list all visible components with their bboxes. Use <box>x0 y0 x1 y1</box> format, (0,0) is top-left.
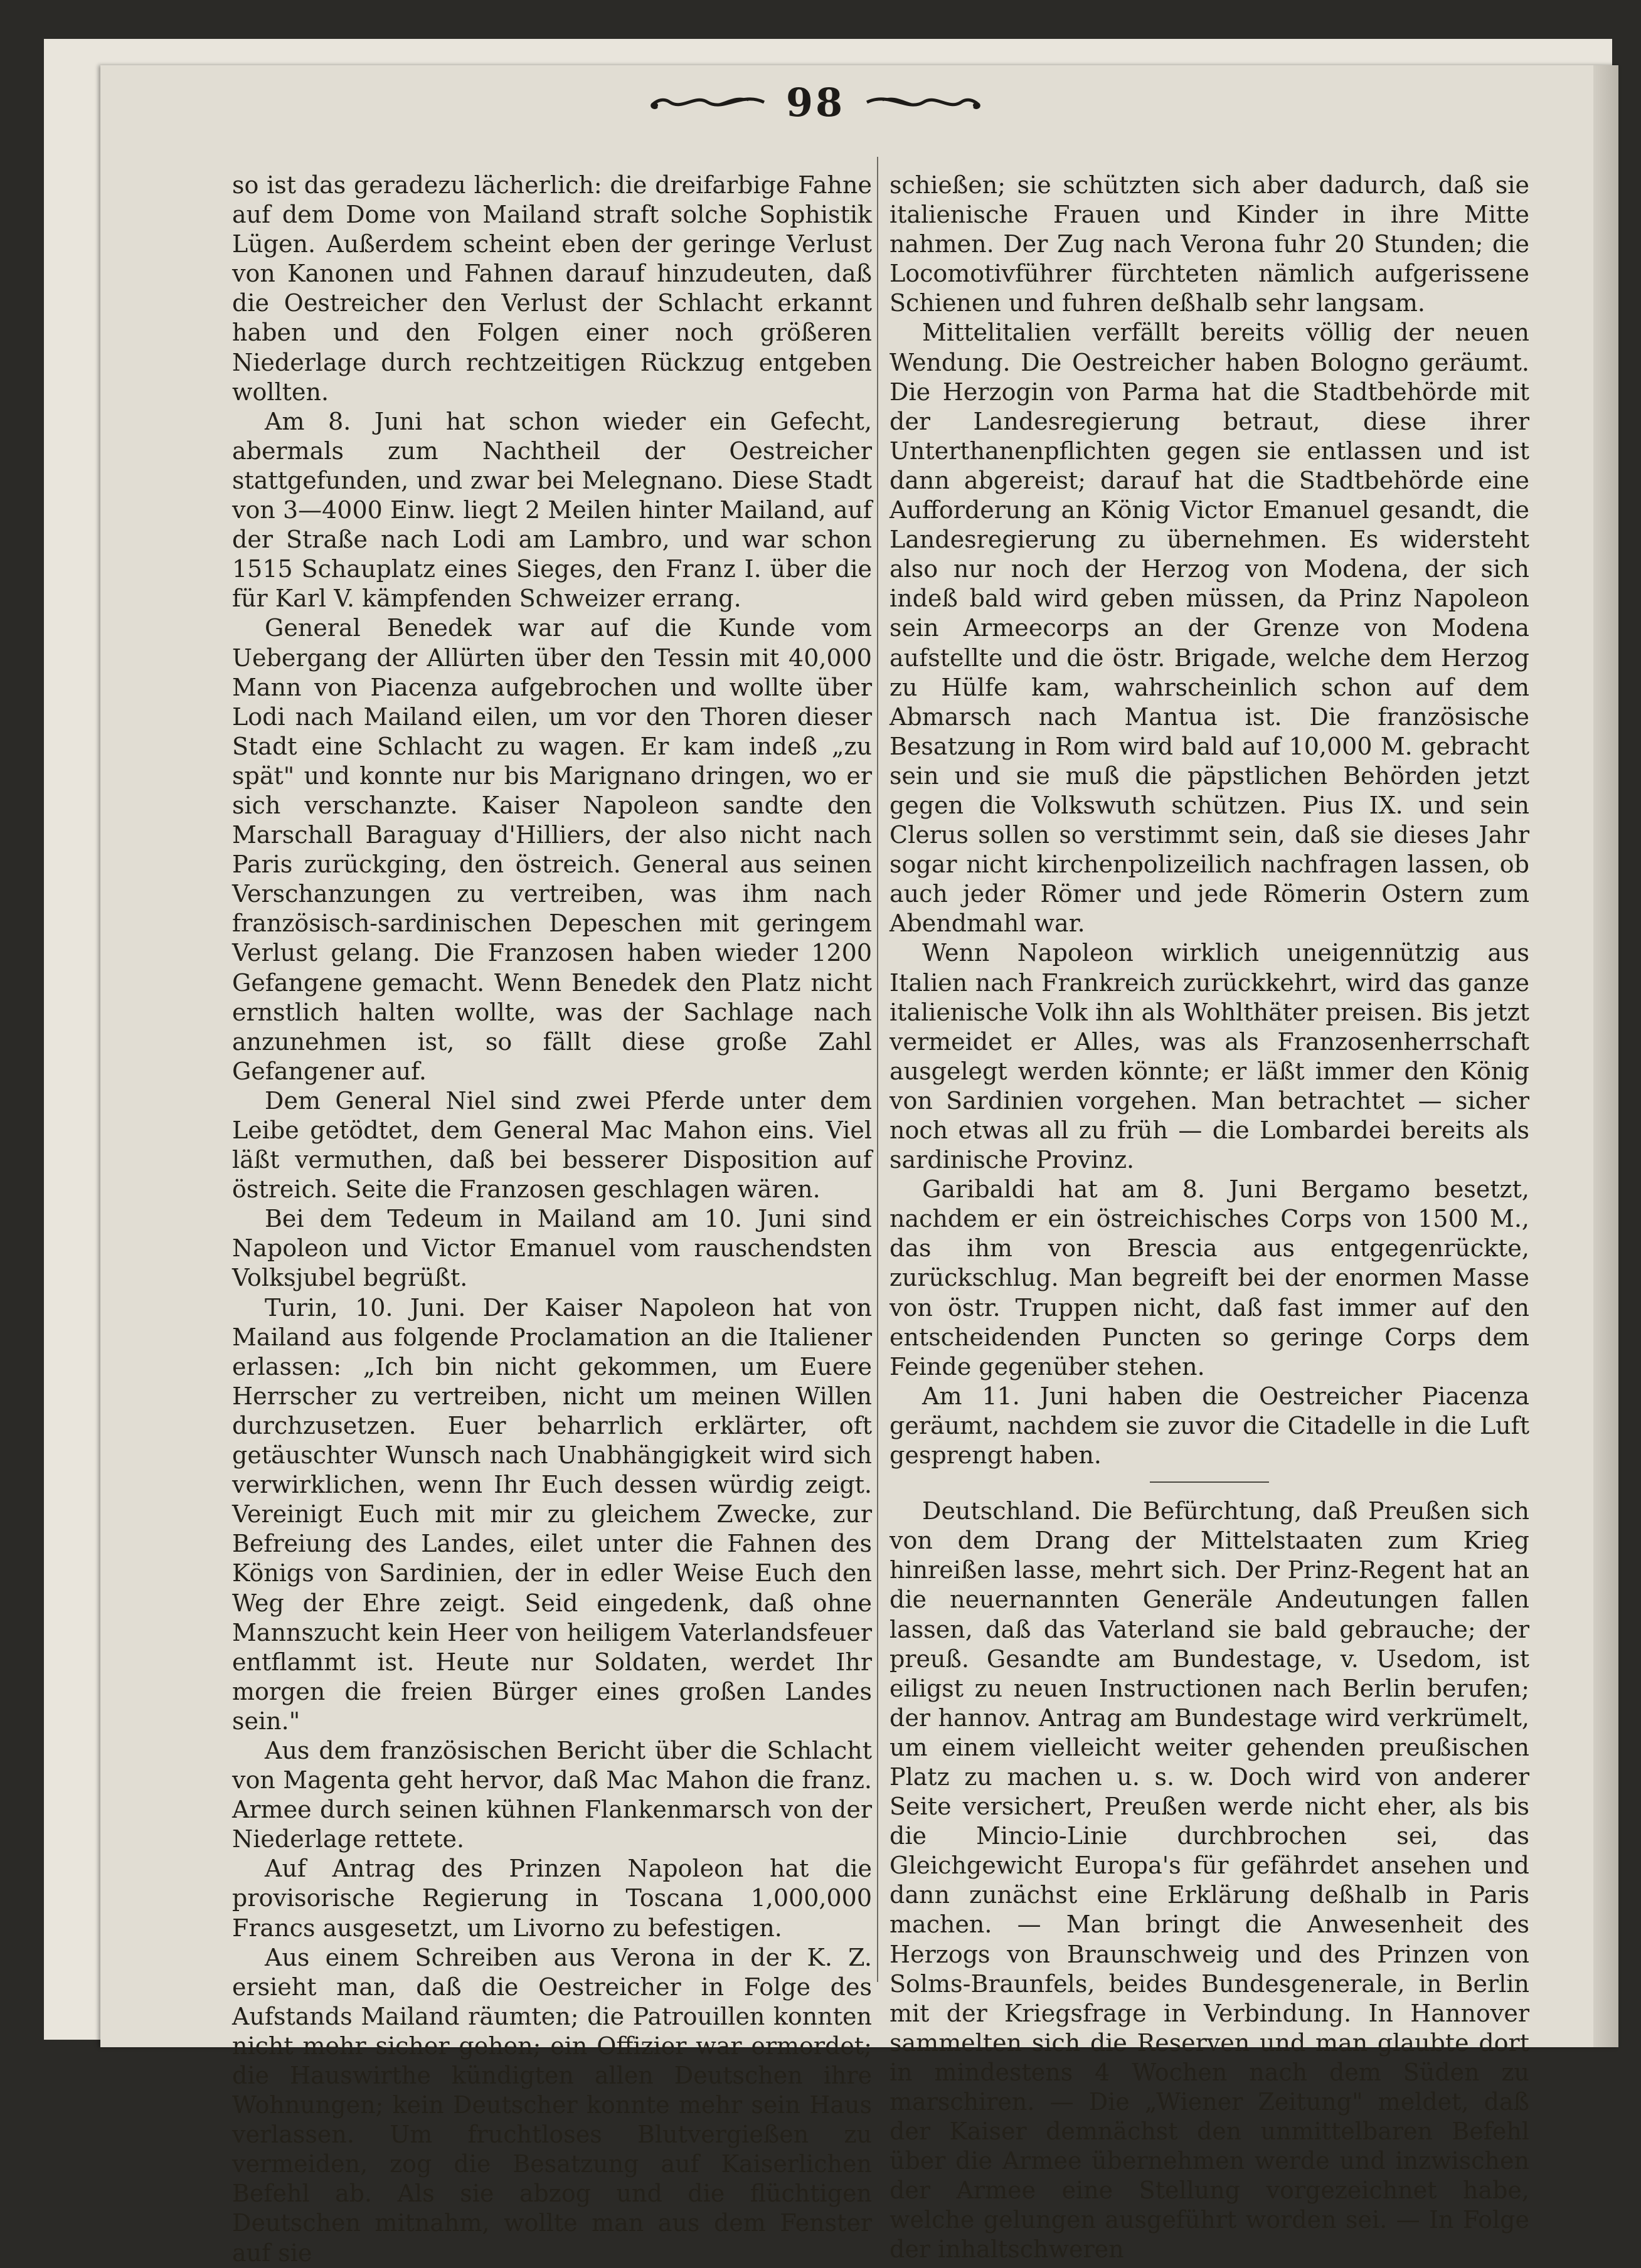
article-paragraph: Wenn Napoleon wirklich uneigennützig aus Italien nach Frankreich zurückkehrt, wird das ganze italienische Volk ihn als Wohlthäter preisen. Bis jetzt vermeidet er Alles, was als Franzosenherrschaft ausgelegt werden könnte; er läßt immer den König von Sardinien vorgehen. Man betrachtet — sicher noch etwas all zu früh — die Lombardei bereits als sardinische Provinz. <box>890 939 1529 1174</box>
article-paragraph: Deutschland. Die Befürchtung, daß Preußen sich von dem Drang der Mittelstaaten zum Krieg hinreißen lasse, mehrt sich. Der Prinz-Regent hat an die neuernannten Generäle Andeutungen fallen lassen, daß das Vaterland sie bald gebrauche; der preuß. Gesandte am Bundestage, v. Usedom, ist eiligst zu neuen Instructionen nach Berlin berufen; der hannov. Antrag am Bundestage wird verkrümelt, um einem vielleicht weiter gehenden preußischen Platz zu machen u. s. w. Doch wird von anderer Seite versichert, Preußen werde nicht eher, als bis die Mincio-Linie durchbrochen sei, das Gleichgewicht Europa's für gefährdet ansehen und dann zunächst eine Erklärung deßhalb in Paris machen. — Man bringt die Anwesenheit des Herzogs von Braunschweig und des Prinzen von Solms-Braunfels, beides Bundesgenerale, in Berlin mit der Kriegsfrage in Verbindung. In Hannover sammelten sich die Reserven und man glaubte dort in mindestens 4 Wochen nach dem Süden zu marschiren. — Die „Wiener Zeitung" meldet, daß der Kaiser demnächst den unmittelbaren Befehl über die Armee übernehmen werde und inzwischen der Armee eine Stellung vorgezeichnet habe, welche gelungen ausgeführt worden sei. — In Folge der inhaltschweren <box>890 1497 1529 2264</box>
article-paragraph: Dem General Niel sind zwei Pferde unter dem Leibe getödtet, dem General Mac Mahon eins. Viel läßt vermuthen, daß bei besserer Disposition auf östreich. Seite die Franzosen geschlagen wären. <box>232 1086 872 1204</box>
page-number: 98 <box>785 79 846 125</box>
left-column <box>232 171 872 2267</box>
article-paragraph: Garibaldi hat am 8. Juni Bergamo besetzt, nachdem er ein östreichisches Corps von 1500 M., das ihm von Brescia aus entgegenrückte, zurückschlug. Man begreift bei der enormen Masse von östr. Truppen nicht, daß fast immer auf den entscheidenden Puncten so geringe Corps dem Feinde gegenüber stehen. <box>890 1175 1529 1380</box>
scroll-ornament-icon <box>648 87 767 118</box>
article-paragraph: Auf Antrag des Prinzen Napoleon hat die provisorische Regierung in Toscana 1,000,000 Francs ausgesetzt, um Livorno zu befestigen. <box>232 1855 872 1942</box>
article-paragraph: General Benedek war auf die Kunde vom Uebergang der Allürten über den Tessin mit 40,000 Mann von Piacenza aufgebrochen und wollte über Lodi nach Mailand eilen, um vor den Thoren dieser Stadt eine Schlacht zu wagen. Er kam indeß „zu spät" und konnte nur bis Marignano dringen, wo er sich verschanzte. Kaiser Napoleon sandte den Marschall Baraguay d'Hilliers, der also nicht nach Paris zurückging, den östreich. General aus seinen Verschanzungen zu vertreiben, was ihm nach französisch-sardinischen Depeschen mit geringem Verlust gelang. Die Franzosen haben wieder 1200 Gefangene gemacht. Wenn Benedek den Platz nicht ernstlich halten wollte, was der Sachlage nach anzunehmen ist, so fällt diese große Zahl Gefangener auf. <box>232 614 872 1085</box>
column-divider <box>877 157 878 1982</box>
article-paragraph: Bei dem Tedeum in Mailand am 10. Juni sind Napoleon und Victor Emanuel vom rauschendsten Volksjubel begrüßt. <box>232 1205 872 1292</box>
article-paragraph: Am 8. Juni hat schon wieder ein Gefecht, abermals zum Nachtheil der Oestreicher stattgefunden, und zwar bei Melegnano. Diese Stadt von 3—4000 Einw. liegt 2 Meilen hinter Mailand, auf der Straße nach Lodi am Lambro, und war schon 1515 Schauplatz eines Sieges, den Franz I. über die für Karl V. kämpfenden Schweizer errang. <box>232 407 872 613</box>
article-paragraph: Aus einem Schreiben aus Verona in der K. Z. ersieht man, daß die Oestreicher in Folge des Aufstands Mailand räumten; die Patrouillen konnten nicht mehr sicher gehen; ein Offizier war ermordet; die Hauswirthe kündigten allen Deutschen ihre Wohnungen; kein Deutscher konnte mehr sein Haus verlassen. Um fruchtloses Blutvergießen zu vermeiden, zog die Besatzung auf Kaiserlichen Befehl ab. Als sie abzog und die flüchtigen Deutschen mitnahm, wollte man aus dem Fenster auf sie <box>232 1943 872 2267</box>
article-paragraph: Mittelitalien verfällt bereits völlig der neuen Wendung. Die Oestreicher haben Bologno geräumt. Die Herzogin von Parma hat die Stadtbehörde mit der Landesregierung betraut, diese ihrer Unterthanenpflichten gegen sie entlassen und ist dann abgereist; darauf hat die Stadtbehörde eine Aufforderung an König Victor Emanuel gesandt, die Landesregierung zu übernehmen. Es widersteht also nur noch der Herzog von Modena, der sich indeß bald wird geben müssen, da Prinz Napoleon sein Armeecorps an der Grenze von Modena aufstellte und die östr. Brigade, welche dem Herzog zu Hülfe kam, wahrscheinlich schon auf dem Abmarsch nach Mantua ist. Die französische Besatzung in Rom wird bald auf 10,000 M. gebracht sein und sie muß die päpstlichen Behörden jetzt gegen die Volkswuth schützen. Pius IX. und sein Clerus sollen so verstimmt sein, daß sie dieses Jahr sogar nicht kirchenpolizeilich nachfragen lassen, ob auch jeder Römer und jede Römerin Ostern zum Abendmahl war. <box>890 319 1529 938</box>
article-paragraph: so ist das geradezu lächerlich: die dreifarbige Fahne auf dem Dome von Mailand straft solche Sophistik Lügen. Außerdem scheint eben der geringe Verlust von Kanonen und Fahnen darauf hinzudeuten, daß die Oestreicher den Verlust der Schlacht erkannt haben und den Folgen einer noch größeren Niederlage durch rechtzeitigen Rückzug entgeben wollten. <box>232 171 872 406</box>
right-column <box>890 171 1529 2264</box>
page-edge <box>1593 65 1618 2047</box>
page-header <box>640 74 991 130</box>
section-divider <box>1150 1481 1269 1483</box>
article-paragraph: Aus dem französischen Bericht über die Schlacht von Magenta geht hervor, daß Mac Mahon die franz. Armee durch seinen kühnen Flankenmarsch von der Niederlage rettete. <box>232 1736 872 1853</box>
scroll-ornament-icon <box>864 87 983 118</box>
article-paragraph: schießen; sie schützten sich aber dadurch, daß sie italienische Frauen und Kinder in ihre Mitte nahmen. Der Zug nach Verona fuhr 20 Stunden; die Locomotivführer fürchteten nämlich aufgerissene Schienen und fuhren deßhalb sehr langsam. <box>890 171 1529 317</box>
article-paragraph: Am 11. Juni haben die Oestreicher Piacenza geräumt, nachdem sie zuvor die Citadelle in die Luft gesprengt haben. <box>890 1382 1529 1470</box>
article-paragraph: Turin, 10. Juni. Der Kaiser Napoleon hat von Mailand aus folgende Proclamation an die Italiener erlassen: „Ich bin nicht gekommen, um Euere Herrscher zu vertreiben, nicht um meinen Willen durchzusetzen. Euer beharrlich erklärter, oft getäuschter Wunsch nach Unabhängigkeit wird sich verwirklichen, wenn Ihr Euch dessen würdig zeigt. Vereinigt Euch mit mir zu gleichem Zwecke, zur Befreiung des Landes, eilet unter die Fahnen des Königs von Sardinien, der in edler Weise Euch den Weg der Ehre zeigt. Seid eingedenk, daß ohne Mannszucht kein Heer von heiligem Vaterlandsfeuer entflammt ist. Heute nur Soldaten, werdet Ihr morgen die freien Bürger eines großen Landes sein." <box>232 1293 872 1735</box>
